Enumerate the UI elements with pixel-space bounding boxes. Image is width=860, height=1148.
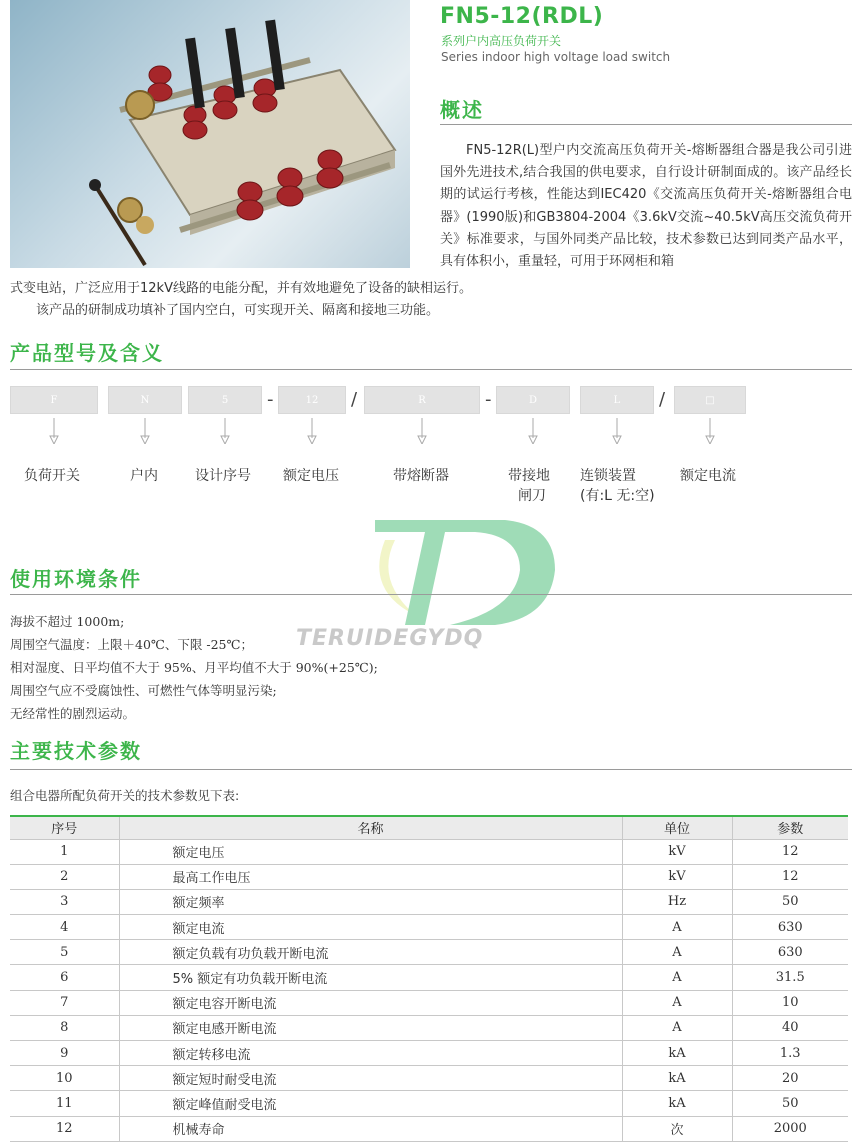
row-number-cell: 4 <box>10 915 119 940</box>
separator-dash-1: - <box>267 389 274 410</box>
table-header-row <box>10 816 848 839</box>
value-cell: 50 <box>732 889 848 914</box>
product-photo <box>10 0 410 268</box>
value-cell: 10 <box>732 990 848 1015</box>
row-number-cell: 10 <box>10 1066 119 1091</box>
param-name-cell: 额定频率 <box>119 889 622 914</box>
overview-paragraph-continued <box>10 278 852 322</box>
arrow-down-icon <box>528 418 538 444</box>
unit-cell: A <box>622 990 732 1015</box>
table-row <box>10 1116 848 1141</box>
separator-slash-1: / <box>351 389 358 410</box>
overview-paragraph-2: 该产品的研制成功填补了国内空白，可实现开关、隔离和接地三功能。 <box>36 303 440 319</box>
arrow-down-icon <box>612 418 622 444</box>
model-divider <box>10 369 852 370</box>
code-label-design-number: 设计序号 <box>195 468 251 484</box>
table-row <box>10 889 848 914</box>
environment-heading: 使用环境条件 <box>10 567 142 591</box>
table-row <box>10 990 848 1015</box>
table-row <box>10 965 848 990</box>
product-subtitle-en: Series indoor high voltage load switch <box>441 50 671 64</box>
table-row <box>10 915 848 940</box>
value-cell: 31.5 <box>732 965 848 990</box>
code-label-rated-current: 额定电流 <box>680 468 736 484</box>
unit-cell: kA <box>622 1041 732 1066</box>
arrow-down-icon <box>417 418 427 444</box>
unit-cell: A <box>622 1015 732 1040</box>
code-box-d: D <box>496 386 570 414</box>
watermark-logo <box>355 500 565 630</box>
product-subtitle-cn: 系列户内高压负荷开关 <box>441 34 562 48</box>
params-heading: 主要技术参数 <box>10 739 142 763</box>
arrow-down-icon <box>307 418 317 444</box>
table-row <box>10 864 848 889</box>
table-row <box>10 940 848 965</box>
model-heading: 产品型号及含义 <box>10 341 164 365</box>
value-cell: 12 <box>732 864 848 889</box>
arrow-down-icon <box>140 418 150 444</box>
code-box-current: □ <box>674 386 746 414</box>
code-box-f: F <box>10 386 98 414</box>
separator-slash-2: / <box>659 389 666 410</box>
product-title: FN5-12(RDL) <box>440 4 604 29</box>
arrow-down-icon <box>220 418 230 444</box>
table-row <box>10 1041 848 1066</box>
row-number-cell: 11 <box>10 1091 119 1116</box>
table-row <box>10 1091 848 1116</box>
param-name-cell: 5% 额定有功负载开断电流 <box>119 965 622 990</box>
code-box-n: N <box>108 386 182 414</box>
code-box-l: L <box>580 386 654 414</box>
row-number-cell: 8 <box>10 1015 119 1040</box>
param-name-cell: 额定短时耐受电流 <box>119 1066 622 1091</box>
row-number-cell: 1 <box>10 839 119 864</box>
row-number-cell: 5 <box>10 940 119 965</box>
value-cell: 2000 <box>732 1116 848 1141</box>
arrow-down-icon <box>49 418 59 444</box>
watermark-text: TERUIDEGYDQ <box>296 626 484 651</box>
overview-heading: 概述 <box>440 98 484 122</box>
params-intro: 组合电器所配负荷开关的技术参数见下表: <box>10 788 240 803</box>
param-name-cell: 额定电压 <box>119 839 622 864</box>
unit-cell: kA <box>622 1066 732 1091</box>
row-number-cell: 2 <box>10 864 119 889</box>
code-box-12: 12 <box>278 386 346 414</box>
param-name-cell: 额定转移电流 <box>119 1041 622 1066</box>
row-number-cell: 3 <box>10 889 119 914</box>
param-name-cell: 额定负载有功负载开断电流 <box>119 940 622 965</box>
value-cell: 1.3 <box>732 1041 848 1066</box>
param-name-cell: 机械寿命 <box>119 1116 622 1141</box>
param-name-cell: 最高工作电压 <box>119 864 622 889</box>
environment-conditions <box>10 610 378 725</box>
column-header: 名称 <box>119 816 622 839</box>
env-line: 无经常性的剧烈运动。 <box>10 706 136 721</box>
row-number-cell: 12 <box>10 1116 119 1141</box>
value-cell: 12 <box>732 839 848 864</box>
unit-cell: A <box>622 915 732 940</box>
code-label-indoor: 户内 <box>130 468 158 484</box>
code-label-fuse: 带熔断器 <box>393 468 449 484</box>
arrow-down-icon <box>705 418 715 444</box>
value-cell: 630 <box>732 915 848 940</box>
unit-cell: kV <box>622 864 732 889</box>
code-box-5: 5 <box>188 386 262 414</box>
separator-dash-2: - <box>485 389 492 410</box>
row-number-cell: 9 <box>10 1041 119 1066</box>
code-label-load-switch: 负荷开关 <box>24 468 80 484</box>
param-name-cell: 额定峰值耐受电流 <box>119 1091 622 1116</box>
code-label-earthing: 带接地 闸刀 <box>508 468 550 504</box>
unit-cell: A <box>622 965 732 990</box>
code-box-r: R <box>364 386 480 414</box>
overview-text-part2: 式变电站，广泛应用于12kV线路的电能分配，并有效地避免了设备的缺相运行。 <box>10 281 472 296</box>
environment-divider <box>10 594 852 595</box>
column-header: 序号 <box>10 816 119 839</box>
env-line: 周围空气温度：上限＋40℃、下限 -25℃； <box>10 637 253 652</box>
param-name-cell: 额定电容开断电流 <box>119 990 622 1015</box>
overview-divider <box>440 124 852 125</box>
code-label-interlock: 连锁装置 (有:L 无:空) <box>580 468 655 504</box>
row-number-cell: 7 <box>10 990 119 1015</box>
overview-text-part1: FN5-12R(L)型户内交流高压负荷开关-熔断器组合器是我公司引进国外先进技术,结合我国的供电要求，自行设计研制面成的。该产品经长期的试运行考核，性能达到IEC420《交流高压负荷开关-熔断器组合电器》(1990版)和GB3804-2004《3.6kV交流~40.5kV高压交流负荷开关》标准要求，与国外同类产品比较，技术参数已达到同类产品水平，具有体积小，重量轻，可用于环网柜和箱 <box>440 143 852 270</box>
env-line: 周围空气应不受腐蚀性、可燃性气体等明显污染; <box>10 683 277 698</box>
value-cell: 40 <box>732 1015 848 1040</box>
param-name-cell: 额定电感开断电流 <box>119 1015 622 1040</box>
table-row <box>10 839 848 864</box>
unit-cell: 次 <box>622 1116 732 1141</box>
value-cell: 50 <box>732 1091 848 1116</box>
params-table <box>10 815 848 1142</box>
env-line: 海拔不超过 1000m; <box>10 614 125 629</box>
unit-cell: Hz <box>622 889 732 914</box>
params-divider <box>10 769 852 770</box>
unit-cell: A <box>622 940 732 965</box>
unit-cell: kA <box>622 1091 732 1116</box>
row-number-cell: 6 <box>10 965 119 990</box>
overview-paragraph-1 <box>440 140 852 273</box>
value-cell: 630 <box>732 940 848 965</box>
column-header: 单位 <box>622 816 732 839</box>
param-name-cell: 额定电流 <box>119 915 622 940</box>
env-line: 相对湿度、日平均值不大于 95%、月平均值不大于 90%(+25℃); <box>10 660 378 675</box>
unit-cell: kV <box>622 839 732 864</box>
column-header: 参数 <box>732 816 848 839</box>
code-label-rated-voltage: 额定电压 <box>283 468 339 484</box>
table-row <box>10 1015 848 1040</box>
table-row <box>10 1066 848 1091</box>
value-cell: 20 <box>732 1066 848 1091</box>
